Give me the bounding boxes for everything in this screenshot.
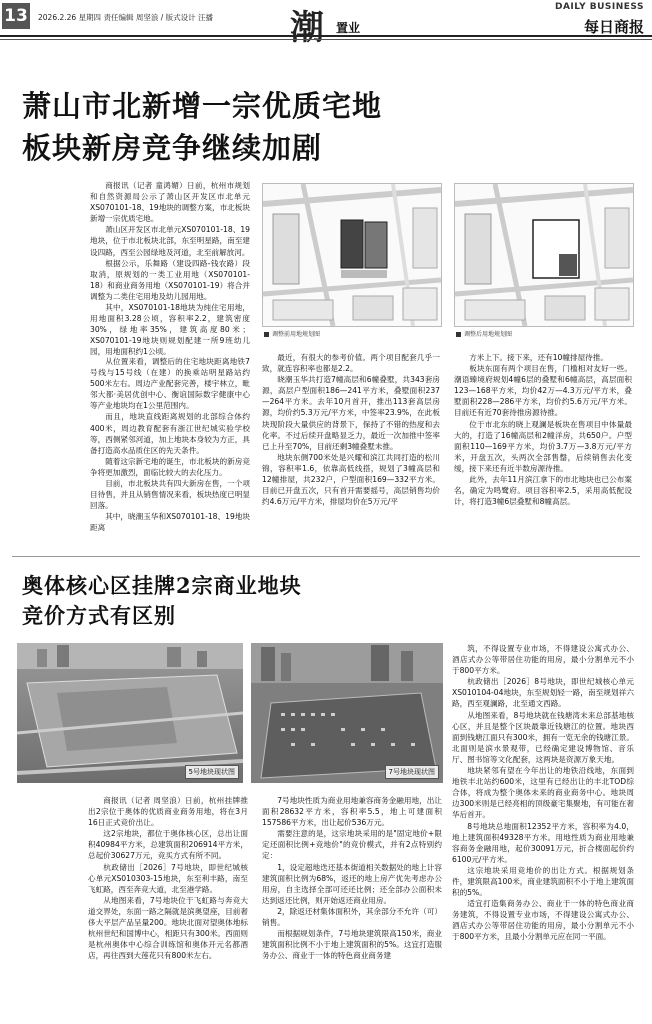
site-photo-plot5-drawing: [17, 643, 243, 783]
photo-label-plot5: 5号地块现状图: [185, 765, 239, 779]
paragraph: 筑，不得设置专业市场，不得建设公寓式办公、酒店式办公等带居住功能的用房，最小分割单元不小于800平方米。: [452, 644, 634, 676]
caption-marker-icon: [264, 332, 269, 337]
paragraph: 最近，有很大的参考价值。两个项目配套几乎一致，就连容积率也都是2.2。: [262, 353, 440, 374]
paragraph: 方米上下。接下来，还有10幢排屋待推。: [469, 353, 608, 362]
paragraph: 商报讯（记者 周坚浪）日前，杭州挂牌推出2宗位于奥体的优质商业商务用地，将在3月16日正式竞价出让。: [88, 796, 248, 828]
paragraph: 从位置来看，调整后的住宅地块距离地铁7号线与15号线（在建）的换乘站明星路站约500米左右。周边产业配套完善，楼宇林立，毗邻大都·美居优创中心、衡谊国际数字健康中心等产业地块均在1公里范围内。: [90, 357, 250, 411]
land-use-map-before: [262, 183, 442, 327]
page-number: 13: [2, 3, 30, 29]
paragraph: 根据公示，乐舞路（建设四路-钱农路）段取消，原规划的一类工业用地（XS070101-18）和商业商务用地（XS070101-19）将合并调整为二类住宅用地及幼儿园用地。: [90, 258, 250, 301]
paragraph: 商报讯（记者 童鸿媚）日前，杭州市规划和自然资源局公示了萧山区开发区市北单元XS070101-18、19地块的调整方案，市北板块新增一宗优质宅地。: [90, 181, 250, 224]
article2-column-2: [262, 795, 442, 1020]
issue-meta: 2026.2.26 星期四 责任编辑 周坚浪 / 版式设计 汪播: [38, 13, 214, 22]
paragraph: 萧山区开发区市北单元XS070101-18、19地块，位于市北板块北部，东至明星路，南至建设四路，西至公园绿地及河道，北至前解放河。: [90, 225, 250, 257]
photo-label-plot7: 7号地块现状图: [385, 765, 439, 779]
paragraph: 杭政储出［2026］8号地块，即世纪城核心单元XS010104-04地块，东至规划轻一路，南至规划祥六路，西至观澜路，北至通文西路。: [452, 677, 634, 709]
paragraph: 杭政储出［2026］7号地块，即世纪城核心单元XS010303-15地块，东至利丰路，南至飞虹路，西至奔竞大道，北至港学路。: [88, 862, 248, 894]
map-caption-before: 调整前用地规划图: [264, 329, 320, 338]
paragraph: 这2宗地块，都位于奥体核心区，总出让面积40984平方米，总建筑面积206914平方米，总起价30627万元，竞买方式有所不同。: [88, 829, 248, 861]
article2-headline-line1: 奥体核心区挂牌2宗商业地块: [22, 573, 302, 598]
section-name: 置业: [336, 21, 361, 35]
article1-column-3: [454, 352, 632, 548]
paragraph: 需要注意的是，这宗地块采用的是"固定地价+限定还面积比例+竞地价"的竞价模式，并有2点特别约定：: [262, 829, 442, 861]
article2-headline-line2: 竞价方式有区别: [22, 603, 176, 628]
paper-name-cn: 每日商报: [583, 18, 644, 36]
land-use-map-after: [454, 183, 634, 327]
paragraph: 2，除返还材集体面积外，其余部分不允许（可）销售。: [262, 906, 442, 928]
paragraph: 目前，市北板块共有四大新房在售，一个项目待售，并且从销售情况来看，板块热度已明显回落。: [90, 479, 250, 511]
article-divider: [12, 556, 640, 557]
article2-column-3: [452, 643, 634, 1020]
article1-column-2: [262, 352, 440, 548]
paragraph: 地块紧邻有望在今年出让的地铁沿线地，东面到地铁丰北站约600米，这里有已经出让的丰北TOD综合体，将成为整个奥体未来的商业商务中心。地块周边300米则是已经亮相的顶级豪宅集聚地，有可能在奢华后首开。: [452, 766, 634, 820]
paragraph: 这宗地块采用竞地价的出让方式。根据规划条件，建筑限高100米，商业建筑面积不小于地上建筑面积的5%。: [452, 865, 634, 898]
paragraph: 其中，晓潮玉华和XS070101-18、19地块距离: [90, 512, 250, 533]
map-drawing-after: [455, 184, 633, 326]
paragraph: 晓潮玉华共打造7幢高层和6幢叠墅，共343套房源，高层户型面积186—241平方米，叠墅面积237—264平方米。去年10月首开，推出113套高层房源，均价约5.3万元/平方米，中签率23.9%，在此板块现阶段大量供应的背景下，保持了不错的热度和去化率。不过后续开盘略显乏力，最近一次加推中签率已上升至70%，目前还剩3幢叠墅未推。: [262, 375, 440, 451]
section-brand-char: 潮: [290, 8, 322, 48]
paragraph: 从地图来看，7号地块位于飞虹路与奔竞大道交界处，东面一路之隔就是滨奥望座，目前奢侈大平层产品呈量200。地块北面对望奥体地标杭州世纪和国博中心，相距只有300米。西面则是杭州奥体中心综合训练馆和奥体开元名都酒店，再往西到大莲花只有800米左右。: [88, 895, 248, 961]
paragraph: 位于市北东的晓上观澜是板块在售项目中体量最大的，打造了16幢高层和2幢洋房，共650户。户型面积110—169平方米，均价3.7万—3.8万元/平方米，开盘五次，头两次全部售罄，后续销售去化变缓，接下来还有近半数房源待推。: [454, 419, 632, 473]
article2-column-1: [88, 795, 248, 1020]
paragraph: 从地图来看，8号地块就在钱塘湾未来总部基地核心区，并且是整个区块最靠近钱塘江的位置。地块西面到钱塘江面只有300米，拥有一览无余的钱塘江景。北面则是滨水景观带，已经确定建设博物馆、音乐厅、图书馆等文化配套，这两块是资源万象天地。: [452, 710, 634, 764]
paragraph: 而且，地块直线距离规划的北部综合体约400米，周边教育配套有浙江世纪城实验学校等，西侧紧邻河道，加上地块本身较为方正，具备打造高水品质住区的先天条件。: [90, 412, 250, 455]
site-photo-plot7: [251, 643, 443, 783]
paragraph: 其中，XS070101-18地块为纯住宅用地，用地面积3.28公顷，容积率2.2，建筑密度30%，绿地率35%，建筑高度80米；XS070101-19地块则规划配建一所9班幼儿园，用地面积约1公顷。: [90, 303, 250, 357]
paragraph: 随着这宗新宅地的诞生，市北板块的新房竞争将更加激烈，面临比较大的去化压力。: [90, 456, 250, 477]
caption-marker-icon: [456, 332, 461, 337]
paper-name-en: DAILY BUSINESS: [554, 2, 644, 12]
masthead-rule: [0, 35, 652, 37]
paragraph: 地块东侧700米处是兴耀和滨江共同打造的松川锦，容积率1.6，依靠高低线搭，规划了3幢高层和12幢排屋，共232户，户型面积169—332平方米。目前已开盘五次，只有首开需要摇号，高层销售均价约4.6万元/平方米，排屋均价在5万元/平: [262, 452, 440, 507]
paragraph: 适宜打造集商务办公、商业于一体的特色商业商务建筑，不得设置专业市场，不得建设公寓式办公、酒店式办公等带居住功能的用房，最小分割单元不小于800平方米，且最小分割单元应在同一平面。: [452, 899, 634, 942]
map-drawing-before: [263, 184, 441, 326]
map-caption-after: 调整后用地规划图: [456, 329, 512, 338]
paragraph: 此外，去年11月滨江拿下的市北地块也已公布案名，确定为鸣鹭府。项目容积率2.5，采用高低配设计，将打造3幢6层叠墅和8幢高层。: [454, 475, 632, 507]
paragraph: 8号地块总地面积12352平方米，容积率为4.0，地上建筑面积49328平方米。用地性质为商业用地兼容商务金融用地，起价30091万元，折合楼面起价约6100元/平方米。: [452, 821, 634, 864]
article1-column-1b: [90, 356, 250, 546]
masthead-rule-thin: [0, 39, 652, 40]
paragraph: 板块东面有两个项目在售，门槛相对友好一些。潮语臻境府规划4幢6层的叠墅和6幢高层，高层面积123—168平方米，均价42万—4.3万元/平方米，叠墅面积228—286平方米，均价约5.6万元/平方米。目前还有近70套待推房源待推。: [454, 364, 632, 418]
site-photo-plot7-drawing: [251, 643, 443, 783]
article1-headline-line2: 板块新房竞争继续加剧: [22, 131, 323, 165]
paragraph: 7号地块性质为商业用地兼容商务金融用地，出让面积28632平方米，容积率5.5，地上可建面积157586平方米，出让起价536万元。: [262, 796, 442, 828]
article1-headline-line1: 萧山市北新增一宗优质宅地: [22, 89, 383, 123]
paragraph: 1，设定超地迭还基本街道相关数据处的地上计容建筑面积比例为68%，返还的地上房产优先考虑办公用房，自主选择全部可还还比例；还全部办公面积未达到返还比例，则开始返还商业用房。: [262, 862, 442, 905]
paragraph: 而根据规划条件，7号地块建筑限高150米，商业建筑面积比例不小于地上建筑面积的5%。这宜打造服务办公、商业于一体的特色商业商务建: [262, 929, 442, 961]
site-photo-plot5: [17, 643, 243, 783]
